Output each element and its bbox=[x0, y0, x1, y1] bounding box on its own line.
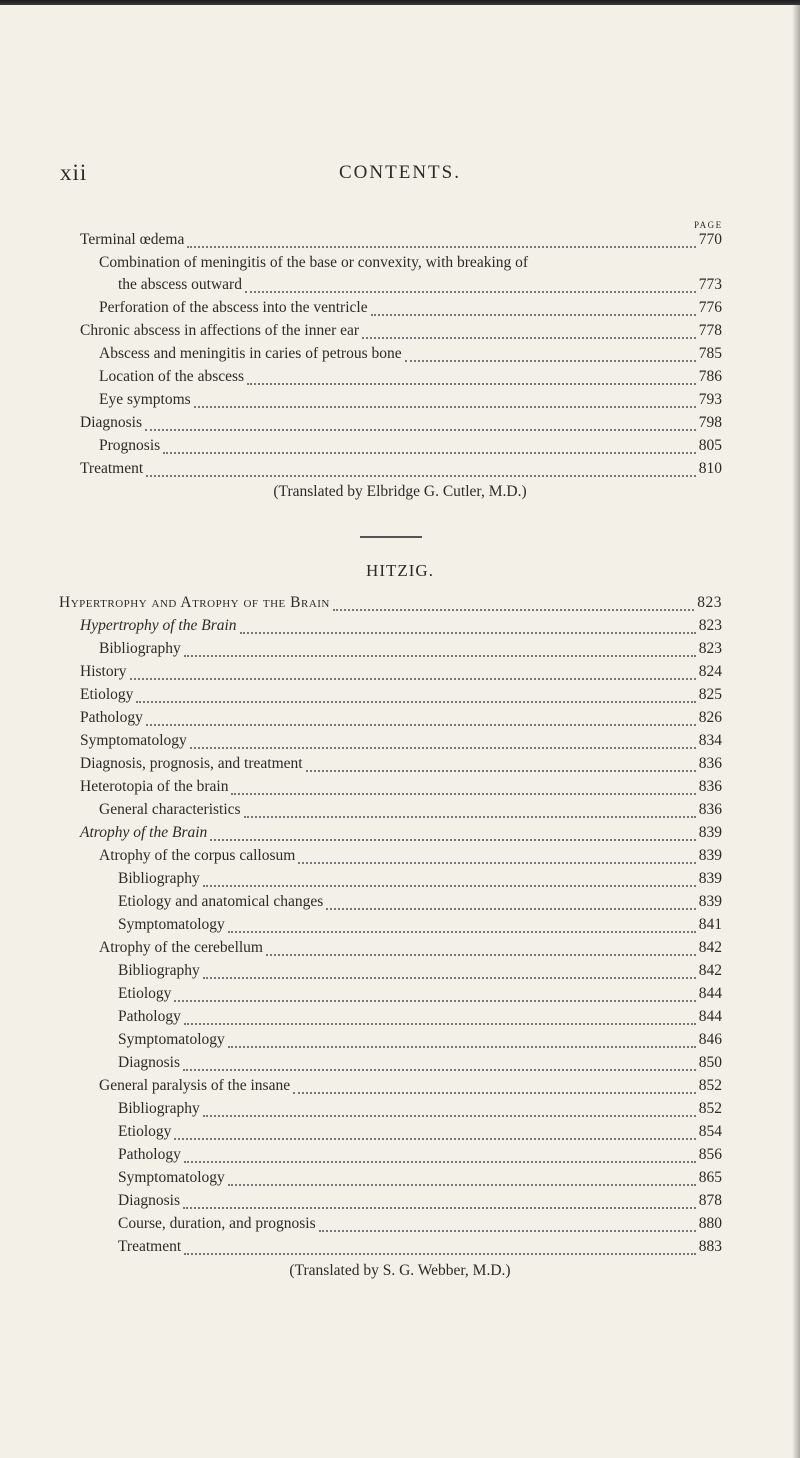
toc-entry: Symptomatology 865 bbox=[118, 1169, 722, 1186]
translator-credit: (Translated by Elbridge G. Cutler, M.D.) bbox=[273, 483, 527, 500]
toc-entry: Bibliography 839 bbox=[118, 870, 722, 887]
toc-entry: Bibliography 842 bbox=[118, 962, 722, 979]
toc-entry: Pathology 844 bbox=[118, 1008, 722, 1025]
toc-entry: General paralysis of the insane 852 bbox=[99, 1077, 722, 1094]
toc-entry: History 824 bbox=[80, 663, 722, 680]
toc-entry: Symptomatology 834 bbox=[80, 732, 722, 749]
running-title: CONTENTS. bbox=[339, 162, 461, 183]
toc-entry: Terminal œdema 770 bbox=[80, 231, 722, 248]
toc-entry: Hypertrophy and Atrophy of the Brain 823 bbox=[59, 594, 722, 611]
toc-entry: Etiology 844 bbox=[118, 985, 722, 1002]
toc-entry: Perforation of the abscess into the ventricle 776 bbox=[99, 299, 722, 316]
toc-entry: Bibliography 852 bbox=[118, 1100, 722, 1117]
toc-entry: Pathology 856 bbox=[118, 1146, 722, 1163]
toc-entry: Treatment 883 bbox=[118, 1238, 722, 1255]
toc-entry: Etiology and anatomical changes 839 bbox=[118, 893, 722, 910]
section-divider bbox=[360, 536, 422, 538]
page-number: xii bbox=[60, 160, 88, 185]
toc-entry: Pathology 826 bbox=[80, 709, 722, 726]
section-heading: HITZIG. bbox=[366, 561, 434, 580]
toc-entry: Prognosis 805 bbox=[99, 437, 722, 454]
toc-entry: Etiology 854 bbox=[118, 1123, 722, 1140]
toc-entry: Etiology 825 bbox=[80, 686, 722, 703]
page-column-label: PAGE bbox=[694, 220, 723, 230]
toc-entry: Diagnosis 798 bbox=[80, 414, 722, 431]
page-edge-shadow bbox=[792, 0, 800, 1458]
toc-entry: Diagnosis, prognosis, and treatment 836 bbox=[80, 755, 722, 772]
toc-entry: Chronic abscess in affections of the inner ear 778 bbox=[80, 322, 722, 339]
toc-entry: the abscess outward 773 bbox=[118, 276, 722, 293]
toc-entry: Eye symptoms 793 bbox=[99, 391, 722, 408]
toc-entry: Atrophy of the corpus callosum 839 bbox=[99, 847, 722, 864]
toc-entry: General characteristics 836 bbox=[99, 801, 722, 818]
toc-entry: Treatment 810 bbox=[80, 460, 722, 477]
toc-entry: Location of the abscess 786 bbox=[99, 368, 722, 385]
page-header bbox=[0, 160, 800, 190]
translator-credit: (Translated by S. G. Webber, M.D.) bbox=[289, 1262, 511, 1279]
toc-entry: Symptomatology 841 bbox=[118, 916, 722, 933]
toc-entry: Atrophy of the Brain 839 bbox=[80, 824, 722, 841]
toc-entry: Symptomatology 846 bbox=[118, 1031, 722, 1048]
toc-entry: Combination of meningitis of the base or convexity, with breaking of bbox=[99, 254, 529, 271]
toc-entry: Atrophy of the cerebellum 842 bbox=[99, 939, 722, 956]
toc-entry: Diagnosis 850 bbox=[118, 1054, 722, 1071]
toc-entry: Heterotopia of the brain 836 bbox=[80, 778, 722, 795]
toc-entry: Diagnosis 878 bbox=[118, 1192, 722, 1209]
toc-entry: Course, duration, and prognosis 880 bbox=[118, 1215, 722, 1232]
page-top-shadow bbox=[0, 0, 800, 5]
toc-entry: Abscess and meningitis in caries of petrous bone 785 bbox=[99, 345, 722, 362]
toc-entry: Bibliography 823 bbox=[99, 640, 722, 657]
toc-entry: Hypertrophy of the Brain 823 bbox=[80, 617, 722, 634]
